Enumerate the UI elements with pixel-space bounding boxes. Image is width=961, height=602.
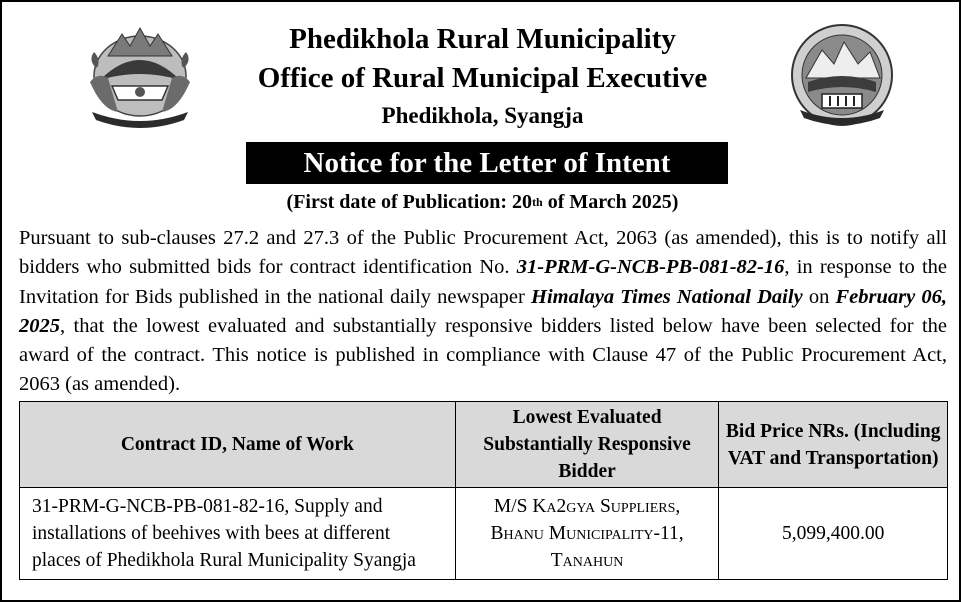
table-row <box>20 488 948 580</box>
publication-date: (First date of Publication: 20th of March 2025) <box>286 191 679 213</box>
cell-bid-price: 5,099,400.00 <box>719 488 948 580</box>
cell-contract-work: 31-PRM-G-NCB-PB-081-82-16, Supply and installations of beehives with bees at different places of Phedikhola Rural Municipality Syangja <box>20 488 456 580</box>
office-address: Phedikhola, Syangja <box>381 103 584 128</box>
award-table <box>19 401 948 580</box>
letterhead <box>2 20 961 133</box>
newspaper-name: Himalaya Times National Daily <box>531 285 803 308</box>
contract-identification-number: 31-PRM-G-NCB-PB-081-82-16 <box>516 256 785 279</box>
header-contract-work: Contract ID, Name of Work <box>20 402 456 488</box>
municipality-name: Phedikhola Rural Municipality <box>289 23 676 55</box>
header-bid-price: Bid Price NRs. (Including VAT and Transportation) <box>719 402 948 488</box>
invitation-date: February 06, 2025 <box>19 285 947 337</box>
office-name: Office of Rural Municipal Executive <box>257 62 708 94</box>
notice-body: Pursuant to sub-clauses 27.2 and 27.3 of the Public Procurement Act, 2063 (as amended), this is to notify all bidders who submitted bids for contract identification No. 31-PRM-G-NCB-PB-081-82-16, in response to the Invitation for Bids published in the national daily newspaper Himalaya Times National Daily on February 06, 2025, that the lowest evaluated and substantially responsive bidders listed below have been selected for the award of the contract. This notice is published in compliance with Clause 47 of the Public Procurement Act, 2063 (as amended). <box>19 227 947 396</box>
header-bidder: Lowest Evaluated Substantially Responsive Bidder <box>455 402 719 488</box>
notice-title: Notice for the Letter of Intent <box>246 142 728 184</box>
table-header-row <box>20 402 948 488</box>
date-ordinal-suffix: th <box>532 195 543 209</box>
cell-bidder: M/S Ka2gya Suppliers, Bhanu Municipality-11, Tanahun <box>455 488 719 580</box>
